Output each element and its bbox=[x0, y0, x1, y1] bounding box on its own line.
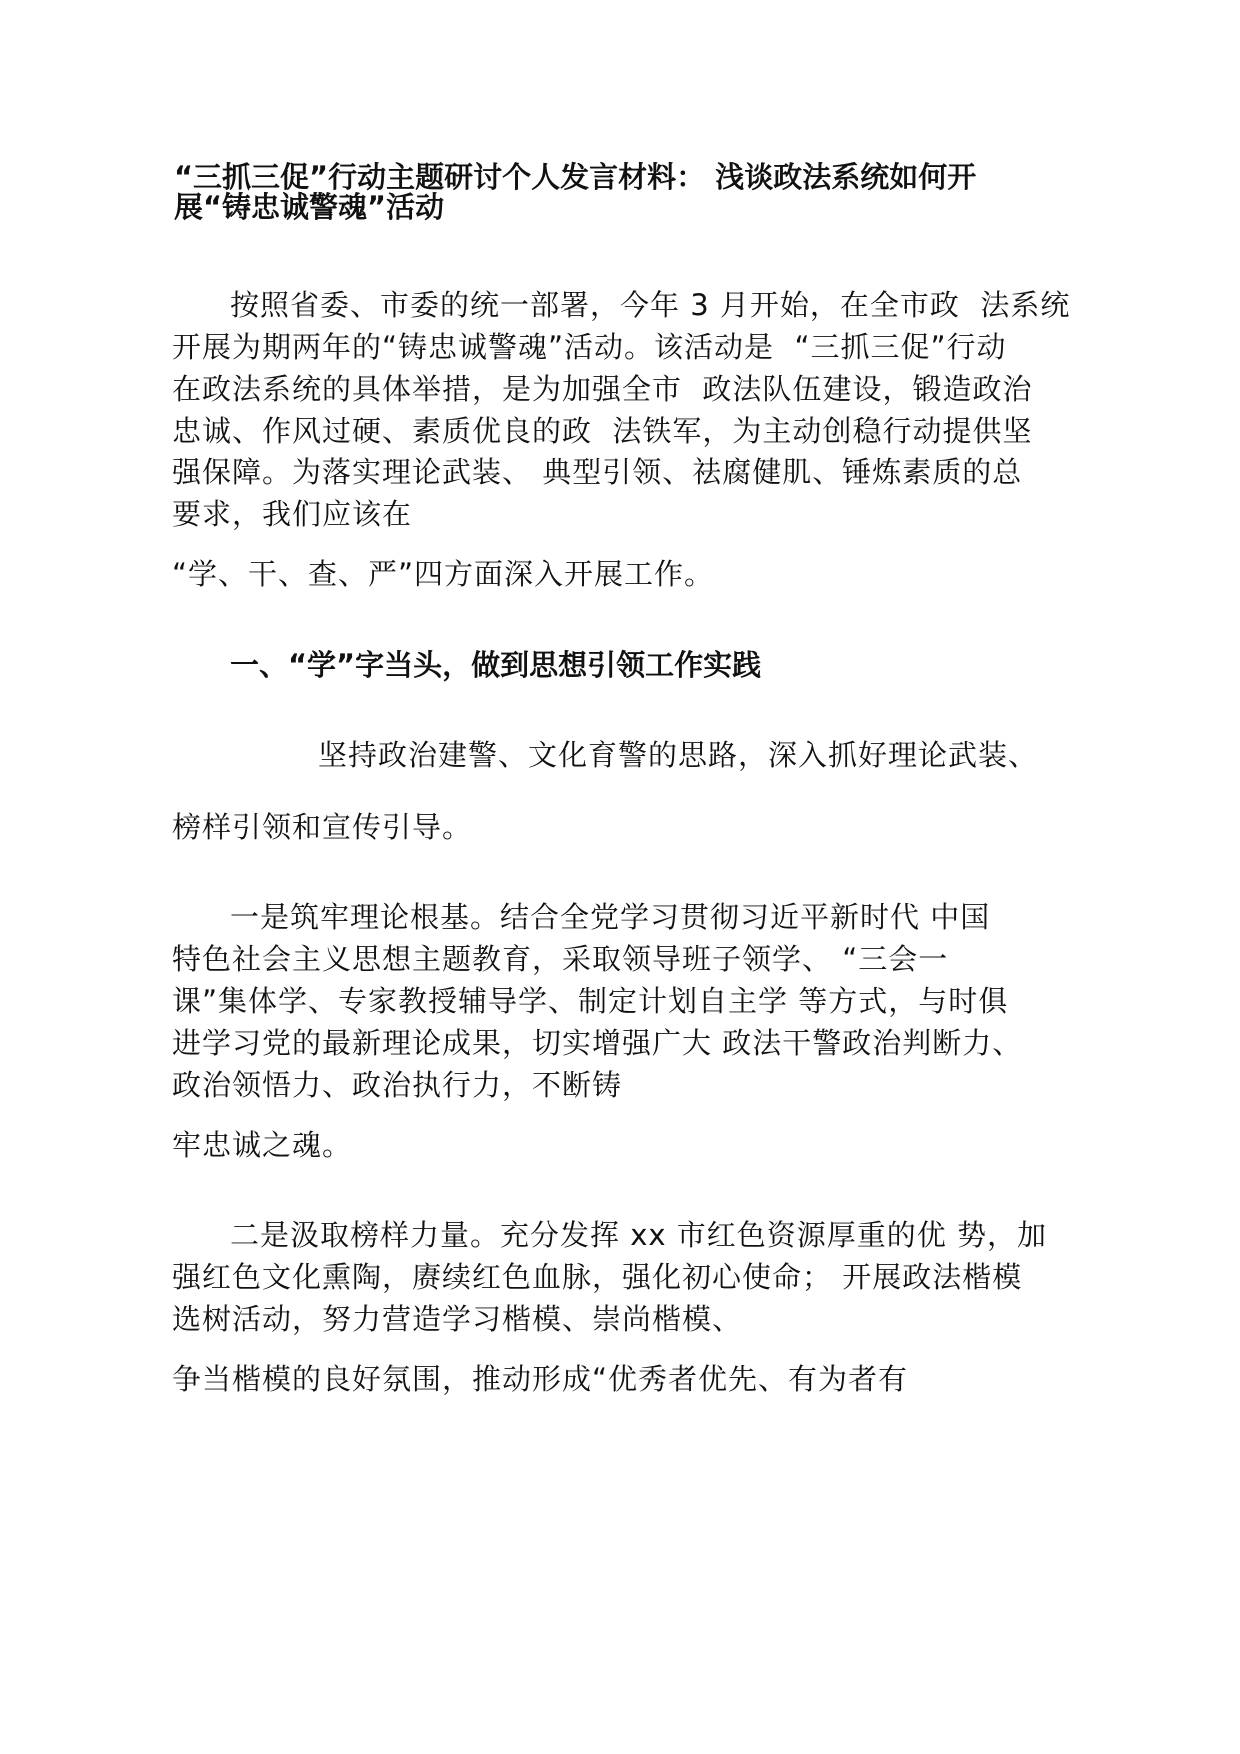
section-1-lead-line-1: 坚持政治建警、文化育警的思路，深入抓好理论武装、 bbox=[318, 738, 1039, 772]
section-1-lead-line-2: 榜样引领和宣传引导。 bbox=[172, 810, 473, 844]
intro-line-3: 在政法系统的具体举措，是为加强全市 政法队伍建设，锻造政治 bbox=[172, 372, 1033, 406]
point-1-line-4: 进学习党的最新理论成果，切实增强广大 政法干警政治判断力、 bbox=[172, 1026, 1023, 1060]
intro-line-2: 开展为期两年的“铸忠诚警魂”活动。该活动是 “三抓三促”行动 bbox=[172, 330, 1007, 364]
intro-line-6: 要求，我们应该在 bbox=[172, 497, 413, 531]
point-2-line-2: 强红色文化熏陶，赓续红色血脉，强化初心使命； 开展政法楷模 bbox=[172, 1260, 1023, 1294]
point-1-line-1: 一是筑牢理论根基。结合全党学习贯彻习近平新时代 中国 bbox=[230, 900, 991, 934]
document-title-line-2: 展“铸忠诚警魂”活动 bbox=[174, 190, 445, 224]
point-2-line-4: 争当楷模的良好氛围，推动形成“优秀者优先、有为者有 bbox=[172, 1362, 909, 1396]
document-title-line-1: “三抓三促”行动主题研讨个人发言材料： 浅谈政法系统如何开 bbox=[174, 160, 977, 194]
intro-line-7: “学、干、查、严”四方面深入开展工作。 bbox=[172, 557, 715, 591]
point-1-line-6: 牢忠诚之魂。 bbox=[172, 1128, 353, 1162]
point-1-line-3: 课”集体学、专家教授辅导学、制定计划自主学 等方式，与时俱 bbox=[172, 984, 1009, 1018]
intro-line-1: 按照省委、市委的统一部署，今年 3 月开始，在全市政 法系统 bbox=[230, 288, 1071, 322]
point-1-line-5: 政治领悟力、政治执行力，不断铸 bbox=[172, 1068, 623, 1102]
intro-line-4: 忠诚、作风过硬、素质优良的政 法铁军，为主动创稳行动提供坚 bbox=[172, 414, 1033, 448]
section-1-heading: 一、“学”字当头，做到思想引领工作实践 bbox=[230, 648, 762, 682]
point-2-line-1: 二是汲取榜样力量。充分发挥 xx 市红色资源厚重的优 势，加 bbox=[230, 1218, 1047, 1252]
point-1-line-2: 特色社会主义思想主题教育，采取领导班子领学、 “三会一 bbox=[172, 942, 949, 976]
intro-line-5: 强保障。为落实理论武装、 典型引领、祛腐健肌、锤炼素质的总 bbox=[172, 455, 1023, 489]
point-2-line-3: 选树活动，努力营造学习楷模、崇尚楷模、 bbox=[172, 1302, 743, 1336]
